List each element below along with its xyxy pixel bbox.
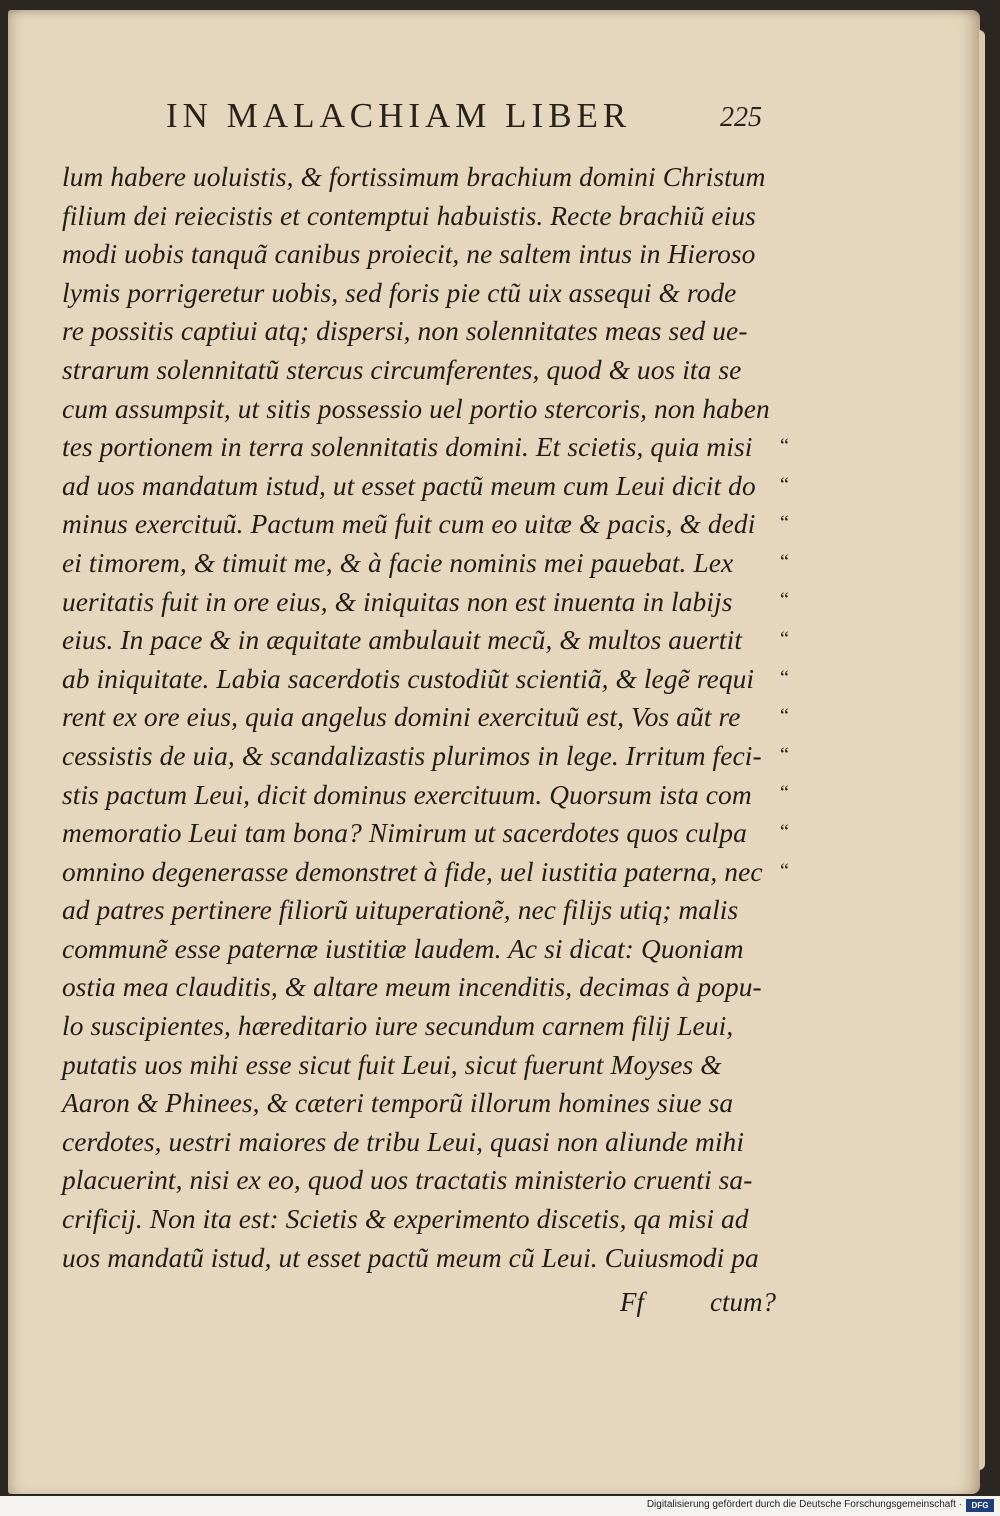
text-line: communẽ esse paternæ iustitiæ laudem. Ac si dicat: Quoniam	[62, 933, 744, 964]
quote-mark: “	[780, 743, 789, 766]
footer-credit: Digitalisierung gefördert durch die Deutsche Forschungsgemeinschaft ·	[646, 1499, 962, 1510]
text-line: eius. In pace & in æquitate ambulauit mecũ, & multos auertit	[62, 625, 743, 656]
text-line: cessistis de uia, & scandalizastis plurimos in lege. Irritum feci-	[62, 740, 762, 771]
text-line: ab iniquitate. Labia sacerdotis custodiũt scientiã, & legẽ requi	[62, 663, 755, 694]
footer-bar	[0, 1496, 1000, 1516]
text-line: re possitis captiui atq; dispersi, non solennitates meas sed ue-	[62, 316, 748, 347]
quote-mark: “	[780, 473, 789, 496]
text-line: modi uobis tanquã canibus proiecit, ne saltem intus in Hieroso	[62, 239, 756, 270]
catchword: ctum?	[710, 1287, 776, 1317]
quote-mark: “	[780, 821, 789, 843]
page-edge	[979, 30, 985, 1470]
text-line: Aaron & Phinees, & cæteri temporũ illorum homines siue sa	[62, 1088, 734, 1119]
text-line: ueritatis fuit in ore eius, & iniquitas non est inuenta in labijs	[62, 586, 733, 617]
text-line: stis pactum Leui, dicit dominus exercituum. Quorsum ista com	[62, 779, 752, 810]
text-line: cum assumpsit, ut sitis possessio uel portio stercoris, non haben	[62, 393, 770, 424]
signature-mark: Ff	[620, 1287, 644, 1317]
quote-mark: “	[780, 666, 789, 689]
text-line: ad patres pertinere filiorũ uituperationẽ, nec filijs utiq; malis	[62, 895, 739, 926]
text-line: rent ex ore eius, quia angelus domini exercituũ est, Vos aũt re	[62, 702, 741, 733]
text-line: ad uos mandatum istud, ut esset pactũ meum cum Leui dicit do	[62, 470, 756, 501]
text-line: lymis porrigeretur uobis, sed foris pie ctũ uix assequi & rode	[62, 277, 737, 308]
text-line: strarum solennitatũ stercus circumferentes, quod & uos ita se	[62, 354, 742, 385]
quote-mark: “	[780, 705, 789, 728]
text-line: tes portionem in terra solennitatis domini. Et scietis, quia misi	[62, 432, 753, 463]
quote-mark: “	[780, 512, 789, 535]
quote-mark: “	[780, 550, 789, 573]
text-line: omnino degenerasse demonstret à fide, uel iustitia paterna, nec	[62, 856, 763, 887]
text-line: minus exercituũ. Pactum meũ fuit cum eo uitæ & pacis, & dedi	[62, 509, 756, 540]
text-line: placuerint, nisi ex eo, quod uos tractatis ministerio cruenti sa-	[62, 1165, 753, 1196]
text-line: crificij. Non ita est: Scietis & experimento discetis, qa misi ad	[62, 1204, 749, 1235]
running-head-title: IN MALACHIAM LIBER	[166, 96, 632, 135]
text-line: putatis uos mihi esse sicut fuit Leui, sicut fuerunt Moyses &	[62, 1049, 722, 1080]
quote-mark: “	[780, 628, 789, 650]
text-line: ostia mea clauditis, & altare meum incenditis, decimas à popu-	[62, 972, 762, 1003]
quote-mark: “	[780, 782, 789, 805]
dfg-logo: DFG	[966, 1499, 994, 1512]
quote-mark: “	[780, 859, 789, 882]
quote-mark: “	[780, 435, 789, 457]
text-line: lo suscipientes, hæreditario iure secundum carnem filij Leui,	[62, 1011, 734, 1042]
text-line: ei timorem, & timuit me, & à facie nominis mei pauebat. Lex	[62, 547, 734, 578]
text-line: cerdotes, uestri maiores de tribu Leui, quasi non aliunde mihi	[62, 1126, 745, 1157]
text-block	[62, 158, 842, 1277]
text-line: filium dei reiecistis et contemptui habuistis. Recte brachiũ eius	[62, 200, 756, 231]
book-page	[8, 10, 980, 1494]
running-head	[8, 96, 980, 146]
catchword-line	[8, 1287, 980, 1327]
text-line: memoratio Leui tam bona? Nimirum ut sacerdotes quos culpa	[62, 818, 747, 849]
text-line: lum habere uoluistis, & fortissimum brachium domini Christum	[62, 162, 766, 192]
folio-number: 225	[720, 102, 762, 133]
text-line: uos mandatũ istud, ut esset pactũ meum cũ Leui. Cuiusmodi pa	[62, 1242, 759, 1273]
quote-mark: “	[780, 589, 789, 612]
